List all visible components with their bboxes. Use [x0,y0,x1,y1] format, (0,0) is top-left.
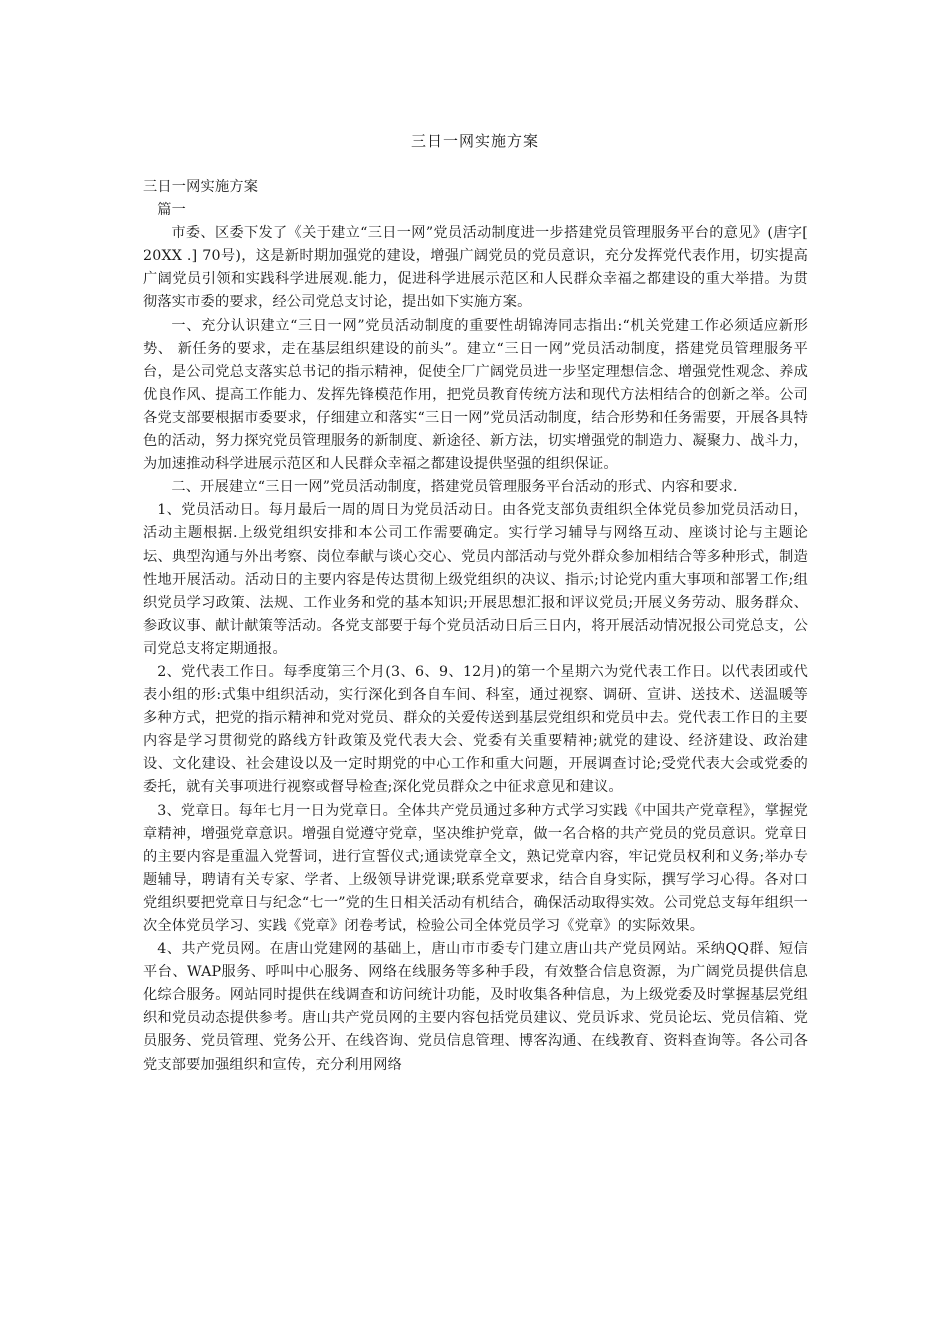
sub-heading: 三日一网实施方案 [143,179,259,195]
item-party-activity-day: 1、党员活动日。每月最后一周的周日为党员活动日。由各党支部负责组织全体党员参加党员活动日，活动主题根据.上级党组织安排和本公司工作需要确定。实行学习辅导与网络互动、座谈讨论与主题论坛、典型沟通与外出考察、岗位奉献与谈心交心、党员内部活动与党外群众参加相结合等多种形式，制造性地开展活动。活动日的主要内容是传达贯彻上级党组织的决议、指示;讨论党内重大事项和部署工作;组织党员学习政策、法规、工作业务和党的基本知识;开展思想汇报和评议党员;开展义务劳动、服务群众、参政议事、献计献策等活动。各党支部要于每个党员活动日后三日内，将开展活动情况报公司党总支，公司党总支将定期通报。 [143,502,808,657]
item-party-member-network: 4、共产党员网。在唐山党建网的基础上，唐山市市委专门建立唐山共产党员网站。采纳QQ群、短信平台、WAP服务、呼叫中心服务、网络在线服务等多种手段，有效整合信息资源，为广阔党员提供信息化综合服务。网站同时提供在线调查和访问统计功能，及时收集各种信息，为上级党委及时掌握基层党组织和党员动态提供参考。唐山共产党员网的主要内容包括党员建议、党员诉求、党员论坛、党员信箱、党员服务、党员管理、党务公开、在线咨询、党员信息管理、博客沟通、在线教育、资料查询等。各公司各党支部要加强组织和宣传，充分利用网络 [143,941,808,1073]
intro-paragraph: 市委、区委下发了《关于建立“三日一网”党员活动制度进一步搭建党员管理服务平台的意见》(唐字[ 20XX .] 70号)，这是新时期加强党的建设，增强广阔党员的党员意识，充分发挥党代表作用，切实提高广阔党员引领和实践科学进展观.能力，促进科学进展示范区和人民群众幸福之都建设的重大举措。为贯彻落实市委的要求，经公司党总支讨论，提出如下实施方案。 [143,225,808,311]
document-title: 三日一网实施方案 [410,132,539,150]
section-two-heading: 二、开展建立“三日一网”党员活动制度，搭建党员管理服务平台活动的形式、内容和要求. [171,479,738,496]
document-body [143,176,808,1077]
section-one-paragraph: 一、充分认识建立“三日一网”党员活动制度的重要性胡锦涛同志指出:“机关党建工作必须适应新形势、 新任务的要求，走在基层组织建设的前头”。建立“三日一网”党员活动制度，搭建党员管理服务平台，是公司党总支落实总书记的指示精神，促使全厂广阔党员进一步坚定理想信念、增强党性观念、养成优良作风、提高工作能力、发挥先锋模范作用，把党员教育传统方法和现代方法相结合的创新之举。公司各党支部要根据市委要求，仔细建立和落实“三日一网”党员活动制度，结合形势和任务需要，开展各具特色的活动，努力探究党员管理服务的新制度、新途径、新方法，切实增强党的制造力、凝聚力、战斗力，为加速推动科学进展示范区和人民群众幸福之都建设提供坚强的组织保证。 [143,317,808,473]
section-label: 篇一 [157,202,186,219]
item-party-constitution-day: 3、党章日。每年七月一日为党章日。全体共产党员通过多种方式学习实践《中国共产党章程》，掌握党章精神，增强党章意识。增强自觉遵守党章，坚决维护党章，做一名合格的共产党员的党员意识。党章日的主要内容是重温入党誓词，进行宣誓仪式;通读党章全文，熟记党章内容，牢记党员权利和义务;举办专题辅导，聘请有关专家、学者、上级领导讲党课;联系党章要求，结合自身实际，撰写学习心得。各对口党组织要把党章日与纪念“七一”党的生日相关活动有机结合，确保活动取得实效。公司党总支每年组织一次全体党员学习、实践《党章》闭卷考试，检验公司全体党员学习《党章》的实际效果。 [143,802,808,934]
item-representative-work-day: 2、党代表工作日。每季度第三个月(3、6、9、12月)的第一个星期六为党代表工作日。以代表团或代表小组的形:式集中组织活动，实行深化到各自车间、科室，通过视察、调研、宣讲、送技术、送温暖等多种方式，把党的指示精神和党对党员、群众的关爱传送到基层党组织和党员中去。党代表工作日的主要内容是学习贯彻党的路线方针政策及党代表大会、党委有关重要精神;就党的建设、经济建设、政治建设、文化建设、社会建设以及一定时期党的中心工作和重大问题，开展调查讨论;受党代表大会或党委的委托，就有关事项进行视察或督导检查;深化党员群众之中征求意见和建议。 [143,663,808,796]
